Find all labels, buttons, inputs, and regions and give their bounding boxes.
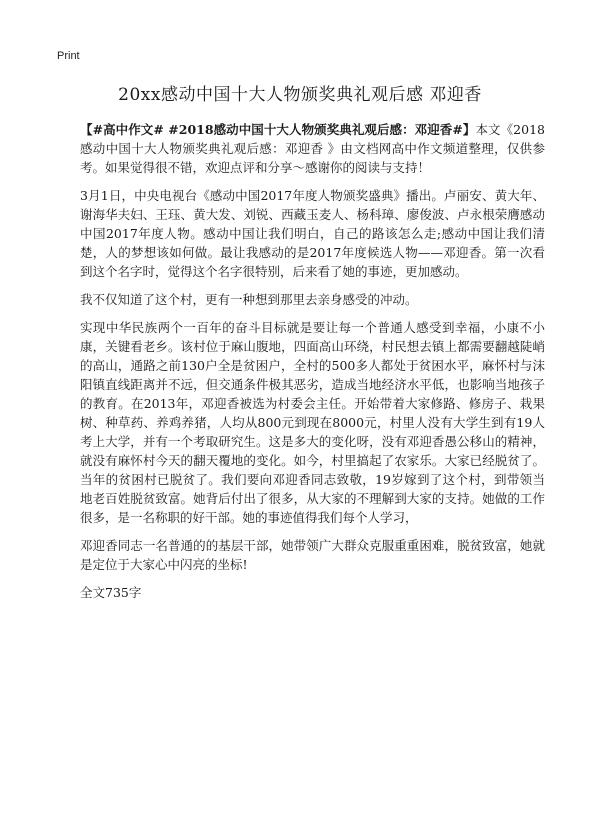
document-body — [80, 120, 545, 602]
body-paragraph-2: 我不仅知道了这个村，更有一种想到那里去亲身感受的冲动。 — [80, 292, 418, 307]
body-paragraph-1: 3月1日，中央电视台《感动中国2017年度人物颁奖盛典》播出。卢丽安、黄大年、谢海华夫妇、王珏、黄大发、刘锐、西藏玉麦人、杨科璋、廖俊波、卢永根荣膺感动中国2017年度人物。感动中国让我们明白，自己的路该怎么走;感动中国让我们清楚，人的梦想该如何做。最让我感动的是2017年度候选人物——邓迎香。第一次看到这个名字时，觉得这个名字很特别，后来看了她的事迹，更加感动。 — [80, 188, 545, 279]
document-title: 20xx感动中国十大人物颁奖典礼观后感 邓迎香 — [118, 85, 482, 105]
print-link[interactable]: Print — [57, 50, 80, 62]
word-count: 全文735字 — [80, 585, 142, 600]
intro-text: 本文《2018感动中国十大人物颁奖典礼观后感：邓迎香 》由文档网高中作文频道整理，仅供参考。如果觉得很不错，欢迎点评和分享～感谢你的阅读与支持！ — [80, 122, 545, 175]
intro-tag: 【#高中作文# #2018感动中国十大人物颁奖典礼观后感：邓迎香#】 — [80, 122, 476, 137]
body-paragraph-3: 实现中华民族两个一百年的奋斗目标就是要让每一个普通人感受到幸福，小康不小康，关键看老乡。该村位于麻山腹地，四面高山环绕，村民想去镇上都需要翻越陡峭的高山，通路之前130户全是贫困户，全村的500多人都处于贫困水平，麻怀村与沫阳镇直线距离并不远，但交通条件极其恶劣，造成当地经济水平低，也影响当地孩子的教育。在2013年，邓迎香被选为村委会主任。开始带着大家修路、修房子、栽果树、种草药、养鸡养猪，人均从800元到现在8000元，村里人没有大学生到有19人考上大学，并有一个考取研究生。这是多大的变化呀，没有邓迎香愚公移山的精神，就没有麻怀村今天的翻天覆地的变化。如今，村里搞起了农家乐。大家已经脱贫了。当年的贫困村已脱贫了。我们要向邓迎香同志致敬，19岁嫁到了这个村，到带领当地老百姓脱贫致富。她背后付出了很多，从大家的不理解到大家的支持。她做的工作很多，是一名称职的好干部。她的事迹值得我们每个人学习， — [80, 320, 545, 525]
intro-paragraph — [80, 120, 545, 177]
body-paragraph-4: 邓迎香同志一名普通的的基层干部，她带领广大群众克服重重困难，脱贫致富，她就是定位于大家心中闪亮的坐标! — [80, 538, 545, 572]
